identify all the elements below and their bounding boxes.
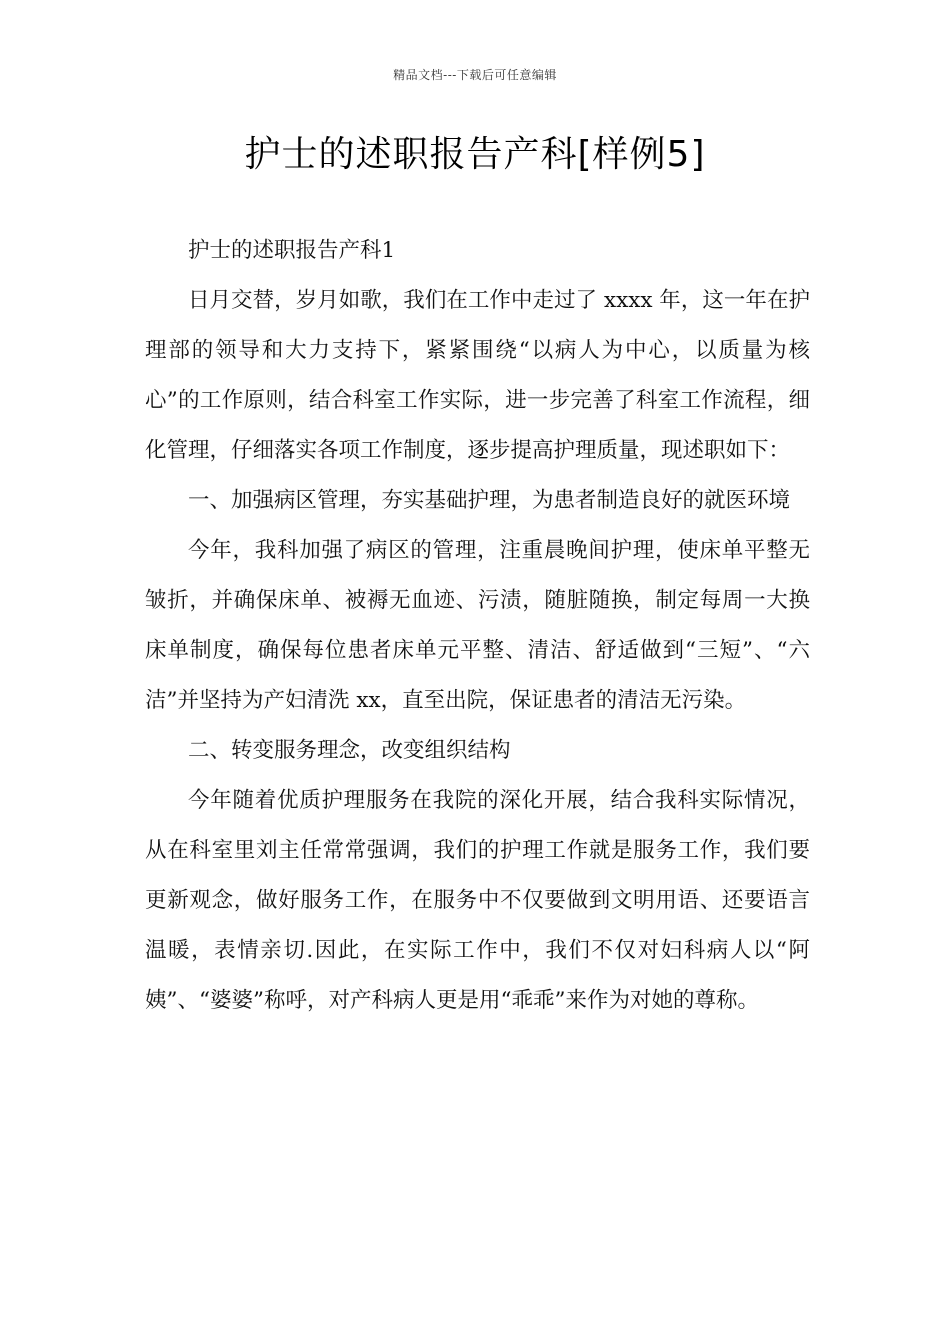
body-paragraph: 日月交替，岁月如歌，我们在工作中走过了 xxxx 年，这一年在护理部的领导和大力支持下，紧紧围绕“以病人为中心，以质量为核心”的工作原则，结合科室工作实际，进一步完善了科室工作流程，细化管理，仔细落实各项工作制度，逐步提高护理质量，现述职如下： <box>145 288 810 463</box>
document-body <box>145 226 810 1026</box>
section-heading: 一、加强病区管理，夯实基础护理，为患者制造良好的就医环境 <box>188 488 791 513</box>
body-paragraph: 今年随着优质护理服务在我院的深化开展，结合我科实际情况，从在科室里刘主任常常强调，我们的护理工作就是服务工作，我们要更新观念，做好服务工作，在服务中不仅要做到文明用语、还要语言温暖，表情亲切.因此，在实际工作中，我们不仅对妇科病人以“阿姨”、“婆婆”称呼，对产科病人更是用“乖乖”来作为对她的尊称。 <box>145 788 810 1013</box>
section-heading: 护士的述职报告产科1 <box>188 238 396 263</box>
document-title: 护士的述职报告产科[样例5] <box>244 134 706 175</box>
section-heading: 二、转变服务理念，改变组织结构 <box>188 738 511 763</box>
body-paragraph: 今年，我科加强了病区的管理，注重晨晚间护理，使床单平整无皱折，并确保床单、被褥无血迹、污渍，随脏随换，制定每周一大换床单制度，确保每位患者床单元平整、清洁、舒适做到“三短”、“六洁”并坚持为产妇清洗 xx，直至出院，保证患者的清洁无污染。 <box>145 538 810 713</box>
header-note: 精品文档---下载后可任意编辑 <box>393 68 557 82</box>
